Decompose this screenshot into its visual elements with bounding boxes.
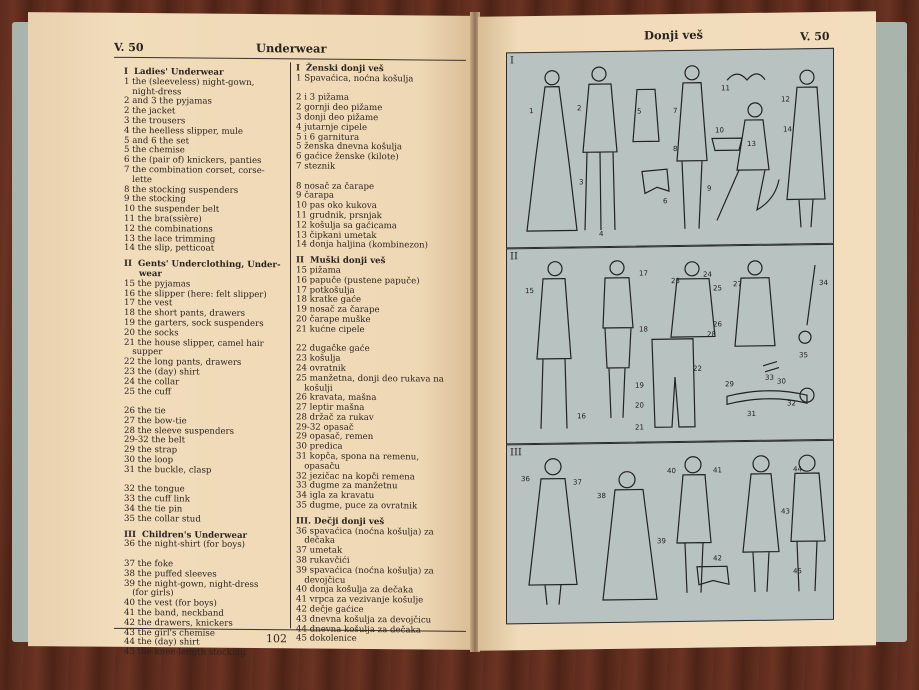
vocab-line: 29-32 the belt <box>124 435 186 446</box>
vocab-line: 2 i 3 pižama <box>296 92 350 104</box>
vocab-line: 20 the socks <box>124 327 179 339</box>
vocab-line: 2 the jacket <box>124 106 176 117</box>
vocab-line: 6 gaćice ženske (kilote) <box>296 151 399 163</box>
callout-31: 31 <box>747 409 756 419</box>
vocab-line: 22 dugačke gaće <box>296 343 370 355</box>
callout-18: 18 <box>639 325 648 334</box>
vocab-line: 33 the cuff link <box>124 494 190 505</box>
vocab-line: 23 košulja <box>296 353 341 364</box>
english-column <box>124 68 286 659</box>
callout-34: 34 <box>819 278 828 288</box>
vocab-line: košulji <box>296 382 333 394</box>
vocab-line: 17 the vest <box>124 298 173 309</box>
vocab-line: 31 kopča, spona na remenu, <box>296 451 420 463</box>
vocab-line: opasaču <box>296 461 340 472</box>
vocab-line: 15 the pyjamas <box>124 278 191 290</box>
vocab-line: 4 jutarnje cipele <box>296 122 368 133</box>
vocab-line: 29 the strap <box>124 445 178 456</box>
callout-11: 11 <box>721 84 730 93</box>
vocab-line: 7 steznik <box>296 161 336 172</box>
callout-15: 15 <box>525 286 534 296</box>
vocab-line: 4 the heelless slipper, mule <box>124 125 243 137</box>
panel-label-1: I <box>510 55 514 67</box>
vocab-line: 19 the garters, sock suspenders <box>124 317 264 330</box>
right-page <box>478 11 876 651</box>
vocab-line: 34 igla za kravatu <box>296 490 375 502</box>
vocab-line: 29-32 opasač <box>296 422 354 433</box>
vocab-line: 11 the bra(ssière) <box>124 213 202 225</box>
vocab-line: 33 dugme za manžetnu <box>296 480 398 492</box>
callout-7: 7 <box>673 106 678 116</box>
vocab-line: 45 dokolenice <box>296 633 357 645</box>
callout-20: 20 <box>635 401 644 410</box>
panel-label-2: II <box>510 251 518 263</box>
vocab-line: 18 the short pants, drawers <box>124 308 246 320</box>
vocab-line: 3 the trousers <box>124 115 186 127</box>
callout-40: 40 <box>667 467 676 476</box>
vocab-line: 24 ovratnik <box>296 363 346 374</box>
vocab-line: 17 potkošulja <box>296 284 355 296</box>
vocab-line: 26 kravata, mašna <box>296 392 377 404</box>
panel-label-3: III <box>510 447 522 459</box>
vocab-line: 21 kućne cipele <box>296 324 365 335</box>
vocab-line: 38 the puffed sleeves <box>124 568 217 580</box>
vocab-line: 20 čarape muške <box>296 314 371 325</box>
callout-5: 5 <box>637 107 642 116</box>
ladies-underwear-illustration <box>507 49 833 248</box>
callout-6: 6 <box>663 197 668 206</box>
vocab-line: 12 košulja sa gaćicama <box>296 220 397 232</box>
callout-2: 2 <box>577 104 582 113</box>
vocab-line: supper <box>124 347 163 358</box>
header-rule <box>114 57 466 61</box>
section-heading: III Children's Underwear <box>124 529 248 541</box>
vocab-line: 3 donji deo pižame <box>296 112 379 124</box>
vocab-line: 13 the lace trimming <box>124 233 216 245</box>
vocab-line: 40 the vest (for boys) <box>124 598 217 609</box>
callout-29: 29 <box>725 380 734 389</box>
vocab-line: 1 Spavaćica, noćna košulja <box>296 73 414 85</box>
vocab-line: 32 the tongue <box>124 484 185 495</box>
section-heading: II Muški donji veš <box>296 255 386 267</box>
vocab-line: 44 the (day) shirt <box>124 637 200 648</box>
vocab-line: 42 dečje gaćice <box>296 604 364 616</box>
vocab-line: 41 the band, neckband <box>124 607 224 619</box>
vocab-line: 35 the collar stud <box>124 513 201 525</box>
serbian-column <box>296 64 468 646</box>
vocab-line: 29 opasač, remen <box>296 431 374 443</box>
callout-10: 10 <box>715 126 724 135</box>
callout-1: 1 <box>529 107 534 116</box>
vocab-line: (for girls) <box>124 588 174 599</box>
vocab-line: 41 vrpca za vezivanje košulje <box>296 594 424 606</box>
callout-39: 39 <box>657 537 666 546</box>
vocab-line: 39 the night-gown, night-dress <box>124 578 259 590</box>
vocab-line: 5 ženska dnevna košulja <box>296 141 403 153</box>
callout-23: 23 <box>671 276 680 286</box>
vocab-line: 16 the slipper (here: felt slipper) <box>124 288 267 300</box>
vocab-line: 40 donja košulja za dečaka <box>296 584 414 596</box>
vocab-line: 6 the (pair of) knickers, panties <box>124 155 262 167</box>
figure-panel-2 <box>506 244 834 445</box>
left-section-code: V. 50 <box>114 40 144 55</box>
callout-13: 13 <box>747 139 756 149</box>
vocab-line: 5 i 6 garnitura <box>296 131 360 143</box>
callout-32: 32 <box>787 399 796 408</box>
vocab-line: 32 jezičac na kopči remena <box>296 471 415 483</box>
column-divider <box>290 62 291 628</box>
vocab-line: 2 and 3 the pyjamas <box>124 96 212 108</box>
vocab-line: 36 the night-shirt (for boys) <box>124 539 245 551</box>
callout-22: 22 <box>693 364 702 373</box>
vocab-line: 24 the collar <box>124 376 180 388</box>
callout-27: 27 <box>733 280 742 289</box>
vocab-line: 44 dnevna košulja za dečaka <box>296 624 421 636</box>
callout-25: 25 <box>713 284 722 293</box>
callout-12: 12 <box>781 95 790 104</box>
callout-38: 38 <box>597 491 606 501</box>
vocab-line: 43 dnevna košulja za devojčicu <box>296 614 432 626</box>
right-section-code: V. 50 <box>800 29 830 44</box>
callout-24: 24 <box>703 270 712 279</box>
figure-panel-3 <box>506 440 834 625</box>
callout-28: 28 <box>707 330 716 339</box>
callout-41: 41 <box>713 466 722 475</box>
vocab-line: 21 the house slipper, camel hair <box>124 337 264 349</box>
callout-43: 43 <box>781 507 790 516</box>
vocab-line: 14 donja haljina (kombinezon) <box>296 239 428 251</box>
callout-14: 14 <box>783 125 792 134</box>
vocab-line: dečaka <box>296 535 336 547</box>
vocab-line: 37 the foke <box>124 558 174 570</box>
vocab-line: 25 manžetna, donji deo rukava na <box>296 373 444 385</box>
vocab-line: 37 umetak <box>296 545 343 557</box>
section-heading: I Ženski donji veš <box>296 63 384 75</box>
callout-19: 19 <box>635 381 644 390</box>
vocab-line: 8 nosač za čarape <box>296 180 375 192</box>
vocab-line: 10 pas oko kukova <box>296 200 377 212</box>
vocab-line: 8 the stocking suspenders <box>124 184 239 196</box>
vocab-line: 34 the tie pin <box>124 503 183 515</box>
callout-17: 17 <box>639 269 648 278</box>
vocab-line: 15 pižama <box>296 265 341 276</box>
vocab-line: 26 the tie <box>124 405 166 417</box>
callout-42: 42 <box>713 554 722 563</box>
vocab-line: 36 spavaćica (noćna košulja) za <box>296 526 434 538</box>
vocab-line: 7 the combination corset, corse- <box>124 164 265 177</box>
gents-underclothing-illustration <box>507 245 833 444</box>
vocab-line: lette <box>124 174 153 185</box>
vocab-line: 28 the sleeve suspenders <box>124 425 235 437</box>
vocab-line: 23 the (day) shirt <box>124 366 200 378</box>
vocab-line: 30 the loop <box>124 454 174 466</box>
vocab-line: 13 čipkani umetak <box>296 229 377 241</box>
callout-37: 37 <box>573 478 582 487</box>
left-page <box>28 12 472 659</box>
vocab-line: 38 rukavčići <box>296 555 350 566</box>
vocab-line: 28 držač za rukav <box>296 412 374 423</box>
vocab-line: devojčicu <box>296 575 346 586</box>
vocab-line: 43 the girl's chemise <box>124 627 215 639</box>
callout-21: 21 <box>635 423 644 432</box>
vocab-line: 14 the slip, petticoat <box>124 243 215 255</box>
callout-36: 36 <box>521 475 530 484</box>
vocab-line: 10 the suspender belt <box>124 204 220 215</box>
vocab-line: 30 predica <box>296 441 343 453</box>
section-heading: II Gents' Underclothing, Under- wear <box>124 259 281 280</box>
vocab-line: 25 the cuff <box>124 386 171 397</box>
vocab-line: 22 the long pants, drawers <box>124 357 242 369</box>
callout-16: 16 <box>577 412 586 421</box>
vocab-line: night-dress <box>124 86 182 97</box>
vocab-line: 9 the stocking <box>124 194 186 205</box>
section-heading: III. Dečji donji veš <box>296 516 385 528</box>
vocab-line: 5 and 6 the set <box>124 135 190 147</box>
callout-26: 26 <box>713 320 722 329</box>
vocab-line: 31 the buckle, clasp <box>124 464 212 476</box>
childrens-underwear-illustration <box>507 441 833 624</box>
vocab-line: 16 papuče (pustene papuče) <box>296 275 420 287</box>
vocab-line: 19 nosač za čarape <box>296 304 380 316</box>
vocab-line: 45 the knee-length stocking <box>124 647 246 659</box>
vocab-line: 35 dugme, puce za ovratnik <box>296 500 418 512</box>
callout-45: 45 <box>793 567 802 576</box>
vocab-line: 2 gornji deo pižame <box>296 102 383 114</box>
vocab-line: 1 the (sleeveless) night-gown, <box>124 76 255 88</box>
callout-30: 30 <box>777 377 786 386</box>
callout-9: 9 <box>707 184 712 193</box>
vocab-line: 18 kratke gaće <box>296 294 362 306</box>
callout-8: 8 <box>673 144 678 154</box>
callout-44: 44 <box>793 465 802 474</box>
vocab-line: 27 leptir mašna <box>296 402 365 414</box>
section-heading: I Ladies' Underwear <box>124 66 224 78</box>
vocab-line: 11 grudnik, prsnjak <box>296 210 382 222</box>
right-page-title: Donji veš <box>644 27 704 43</box>
page-number: 102 <box>266 632 287 646</box>
vocab-line: 12 the combinations <box>124 223 213 235</box>
figure-panel-1 <box>506 48 834 249</box>
vocab-line: 5 the chemise <box>124 145 185 156</box>
vocab-line: 42 the drawers, knickers <box>124 617 233 629</box>
left-page-title: Underwear <box>256 41 327 56</box>
callout-3: 3 <box>579 178 584 187</box>
vocab-line: 39 spavaćica (noćna košulja) za <box>296 565 434 577</box>
vocab-line: 27 the bow-tie <box>124 415 187 427</box>
vocab-line: 9 čarapa <box>296 190 334 202</box>
callout-4: 4 <box>599 230 604 239</box>
callout-35: 35 <box>799 351 808 360</box>
callout-33: 33 <box>765 373 774 382</box>
